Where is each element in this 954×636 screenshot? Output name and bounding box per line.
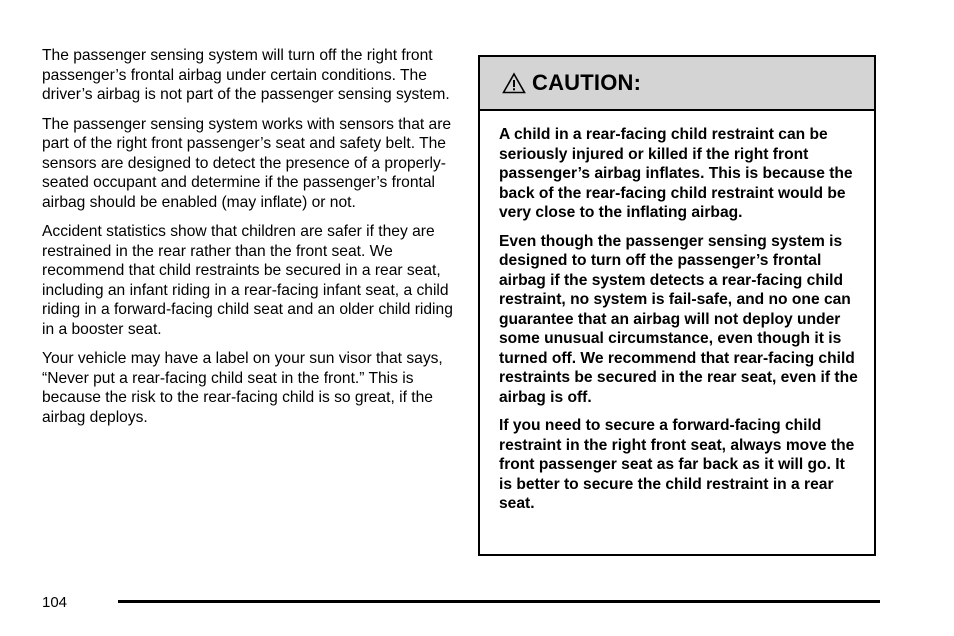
body-text-column [42,46,454,437]
caution-header [480,57,874,111]
body-paragraph: The passenger sensing system will turn off the right front passenger’s frontal airbag under certain conditions. The driver’s airbag is not part of the passenger sensing system. [42,47,450,103]
body-paragraph: The passenger sensing system works with sensors that are part of the right front passenger’s seat and safety belt. The sensors are designed to detect the presence of a properly-seated occupant and determine if the passenger’s frontal airbag should be enabled (may inflate) or not. [42,115,452,211]
body-paragraph: Your vehicle may have a label on your sun visor that says, “Never put a rear-facing child seat in the front.” This is because the risk to the rear-facing child is so great, if the airbag deploys. [42,350,443,426]
warning-triangle-icon [502,72,526,94]
caution-paragraph: Even though the passenger sensing system is designed to turn off the passenger’s frontal airbag if the system detects a rear-facing child restraint, no system is fail-safe, and no one can guarantee that an airbag will not deploy under some unusual circumstance, even though it is turned off. We recommend that rear-facing child restraints be secured in the rear seat, even if the airbag is off. [499,232,858,406]
body-paragraph: Accident statistics show that children are safer if they are restrained in the rear rather than the front seat. We recommend that child restraints be secured in a rear seat, including an infant riding in a rear-facing infant seat, a child riding in a forward-facing child seat and an older child riding in a booster seat. [42,223,453,338]
caution-paragraph: A child in a rear-facing child restraint can be seriously injured or killed if the right front passenger’s airbag inflates. This is because the back of the rear-facing child restraint would be very close to the inflating airbag. [499,126,853,221]
footer-rule [118,600,880,603]
caution-paragraph: If you need to secure a forward-facing child restraint in the right front seat, always move the front passenger seat as far back as it will go. It is better to secure the child restraint in a rear seat. [499,417,855,512]
caution-body [480,111,874,514]
caution-box [478,55,876,556]
caution-title: CAUTION: [532,70,642,95]
page-number: 104 [42,594,68,611]
